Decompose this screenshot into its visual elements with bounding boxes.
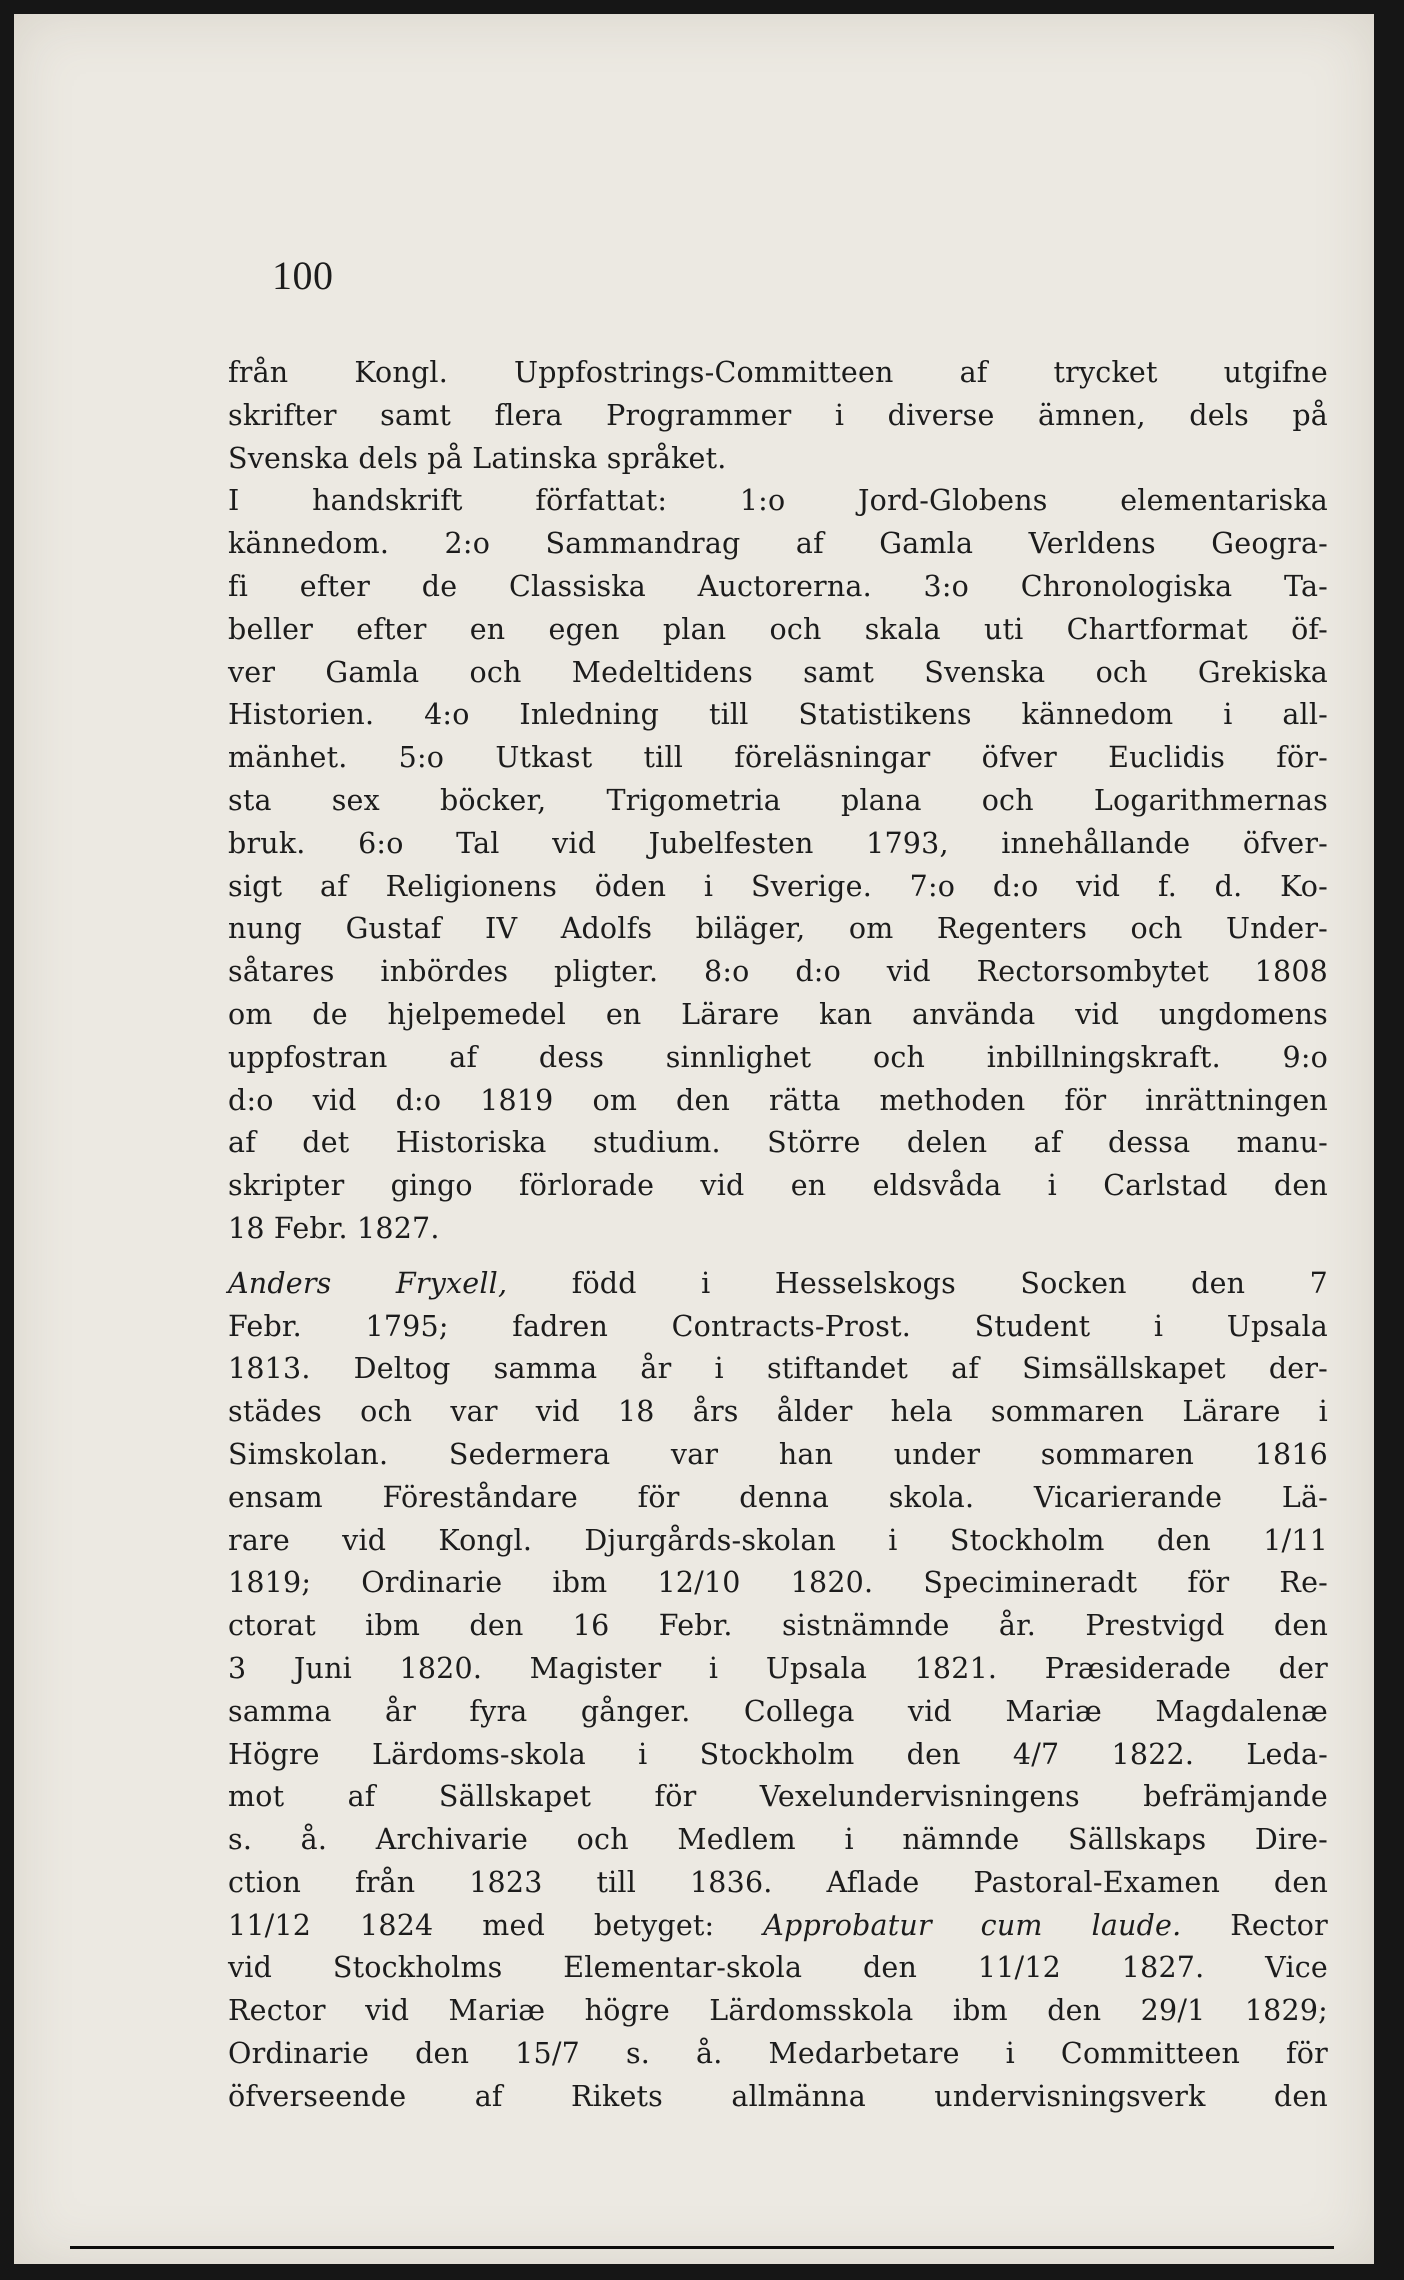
text-line: Svenska dels på Latinska språket. xyxy=(228,441,727,475)
text-line: mänhet. 5:o Utkast till föreläsningar öfver Euclidis för- xyxy=(228,741,1328,775)
text-line: fi efter de Classiska Auctorerna. 3:o Chronologiska Ta- xyxy=(228,569,1328,603)
person-name: Anders Fryxell, xyxy=(228,1266,508,1300)
book-page xyxy=(14,14,1374,2264)
text-line: 1819; Ordinarie ibm 12/10 1820. Specimineradt för Re- xyxy=(228,1566,1328,1600)
text-line: s. å. Archivarie och Medlem i nämnde Sällskaps Dire- xyxy=(228,1823,1328,1857)
text-line: samma år fyra gånger. Collega vid Mariæ Magdalenæ xyxy=(228,1694,1328,1728)
text-line: Febr. 1795; fadren Contracts-Prost. Student i Upsala xyxy=(228,1309,1328,1343)
page-body-text xyxy=(228,352,1328,2119)
text-line: 18 Febr. 1827. xyxy=(228,1211,440,1245)
exam-grade: Approbatur cum laude. xyxy=(763,1908,1182,1942)
text-line: om de hjelpemedel en Lärare kan använda vid ungdomens xyxy=(228,997,1328,1031)
biography-first-line xyxy=(228,1263,1328,1306)
text-fragment: 11/12 1824 med betyget: xyxy=(228,1908,715,1942)
text-line: öfverseende af Rikets allmänna undervisningsverk den xyxy=(228,2079,1328,2113)
text-line: uppfostran af dess sinnlighet och inbillningskraft. 9:o xyxy=(228,1040,1328,1074)
text-line: d:o vid d:o 1819 om den rätta methoden för inrättningen xyxy=(228,1083,1328,1117)
text-line: beller efter en egen plan och skala uti Chartformat öf- xyxy=(228,612,1328,646)
text-line: Historien. 4:o Inledning till Statistikens kännedom i all- xyxy=(228,698,1328,732)
scan-edge-line xyxy=(70,2246,1334,2249)
text-line: såtares inbördes pligter. 8:o d:o vid Rectorsombytet 1808 xyxy=(228,955,1328,989)
text-line: ensam Föreståndare för denna skola. Vicarierande Lä- xyxy=(228,1480,1328,1514)
text-line: nung Gustaf IV Adolfs biläger, om Regenters och Under- xyxy=(228,912,1328,946)
paragraph-biography xyxy=(228,1263,1328,2119)
text-line: från Kongl. Uppfostrings-Committeen af trycket utgifne xyxy=(228,356,1328,389)
text-line: 1813. Deltog samma år i stiftandet af Simsällskapet der- xyxy=(228,1352,1328,1386)
text-line: Simskolan. Sedermera var han under sommaren 1816 xyxy=(228,1437,1328,1471)
text-line: sigt af Religionens öden i Sverige. 7:o d:o vid f. d. Ko- xyxy=(228,869,1328,903)
approbation-line xyxy=(228,1905,1328,1948)
text-line: bruk. 6:o Tal vid Jubelfesten 1793, innehållande öfver- xyxy=(228,826,1328,860)
text-line: Ordinarie den 15/7 s. å. Medarbetare i Committeen för xyxy=(228,2037,1328,2071)
text-line: ctorat ibm den 16 Febr. sistnämnde år. Prestvigd den xyxy=(228,1609,1328,1643)
page-number: 100 xyxy=(272,253,334,298)
text-line: I handskrift författat: 1:o Jord-Globens elementariska xyxy=(228,484,1328,518)
text-line: af det Historiska studium. Större delen af dessa manu- xyxy=(228,1126,1328,1160)
text-line: 3 Juni 1820. Magister i Upsala 1821. Præsiderade der xyxy=(228,1651,1328,1685)
text-line: kännedom. 2:o Sammandrag af Gamla Verldens Geogra- xyxy=(228,527,1328,561)
text-line: städes och var vid 18 års ålder hela sommaren Lärare i xyxy=(228,1395,1328,1429)
text-line: rare vid Kongl. Djurgårds-skolan i Stockholm den 1/11 xyxy=(228,1523,1328,1557)
text-line: ction från 1823 till 1836. Aflade Pastoral-Examen den xyxy=(228,1865,1328,1899)
text-line: vid Stockholms Elementar-skola den 11/12 1827. Vice xyxy=(228,1951,1328,1985)
text-line: ver Gamla och Medeltidens samt Svenska och Grekiska xyxy=(228,655,1328,689)
paragraph-spacer xyxy=(228,1251,1328,1263)
text-fragment: född i Hesselskogs Socken den 7 xyxy=(571,1266,1328,1300)
text-line: mot af Sällskapet för Vexelundervisningens befrämjande xyxy=(228,1780,1328,1814)
text-fragment: Rector xyxy=(1230,1908,1328,1942)
text-line: sta sex böcker, Trigometria plana och Logarithmernas xyxy=(228,783,1328,817)
text-line: skripter gingo förlorade vid en eldsvåda i Carlstad den xyxy=(228,1169,1328,1203)
text-line: skrifter samt flera Programmer i diverse ämnen, dels på xyxy=(228,398,1328,432)
paragraph-publications xyxy=(228,352,1328,1251)
text-line: Högre Lärdoms-skola i Stockholm den 4/7 1822. Leda- xyxy=(228,1737,1328,1771)
text-line: Rector vid Mariæ högre Lärdomsskola ibm den 29/1 1829; xyxy=(228,1994,1328,2028)
